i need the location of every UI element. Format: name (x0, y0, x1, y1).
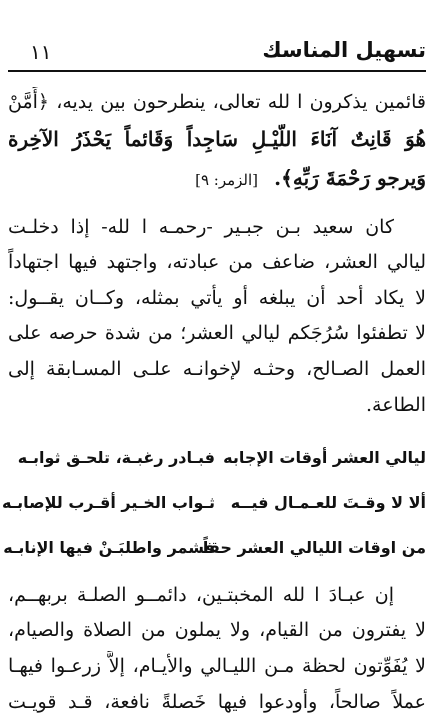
body-line: لا يفترون من القيام، ولا يملون من الصلاة والصيام، (8, 619, 426, 641)
body-line: الطاعة. (365, 394, 426, 416)
poem-hemistich-left: فبـادر رغبـة، تلحـق ثوابـه (17, 448, 215, 467)
header-rule (8, 70, 426, 72)
body-line: لا يُفَوِّتون لحظة مـن الليـالي والأيـام، إلاَّ زرعـوا فيهـا (8, 655, 426, 677)
poem-hemistich-right: ليالي العشر أوقات الإجابه (223, 448, 426, 467)
body-line: العمل الصـالح، وحثـه لإخوانـه علـى المسـابقة إلى (8, 358, 426, 380)
poem-hemistich-left: فشمر واطلبَـنْ فيها الإنابـه (3, 538, 215, 557)
poem-hemistich-right: ألا لا وقـتَ للعـمـال فيــه (230, 493, 426, 512)
body-line: إن عبـادَ ا لله المخبتـين، دائمــو الصلـة بربهــم، (8, 584, 394, 606)
running-title: تسهيل المناسك (262, 38, 426, 62)
quran-verse-line: هُوَ قَانِتٌ آنَاءَ اللَّيْـلِ سَاجِداً وَقَائماً يَحْذَرُ الآخِرة (8, 127, 426, 151)
body-line: قائمين يذكرون ا لله تعالى، ينطرحون بين يديه، ﴿أَمَّنْ (8, 91, 426, 113)
body-line: عملاً صالحاً، وأودعوا فيها خَصلةً نافعة، قـد قويـت (8, 691, 426, 713)
verse-reference: [الزمر: ٩] (195, 171, 258, 189)
body-line: لا يكاد أحد أن يبلغه أو يأتي بمثله، وكــان يقــول: (8, 287, 426, 309)
body-line: ليالي العشر، ضاعف من عبادته، واجتهد فيها اجتهاداً (8, 251, 426, 273)
quran-verse-line: وَيرجو رَحْمَةَ رَبِّهِ﴾. (274, 166, 426, 190)
page-number: ١١ (30, 40, 52, 64)
body-line: كان سعيد بـن جبـير -رحمـه ا لله- إذا دخلـت (8, 216, 394, 238)
body-line: لا تطفئوا سُرُجَكم ليالي العشر؛ من شدة حرصه على (8, 322, 426, 344)
poem-hemistich-right: من اوقات الليالي العشر حقاً (202, 538, 426, 557)
poem-hemistich-left: ثـواب الخـير أقـرب للإصابـه (1, 493, 215, 512)
